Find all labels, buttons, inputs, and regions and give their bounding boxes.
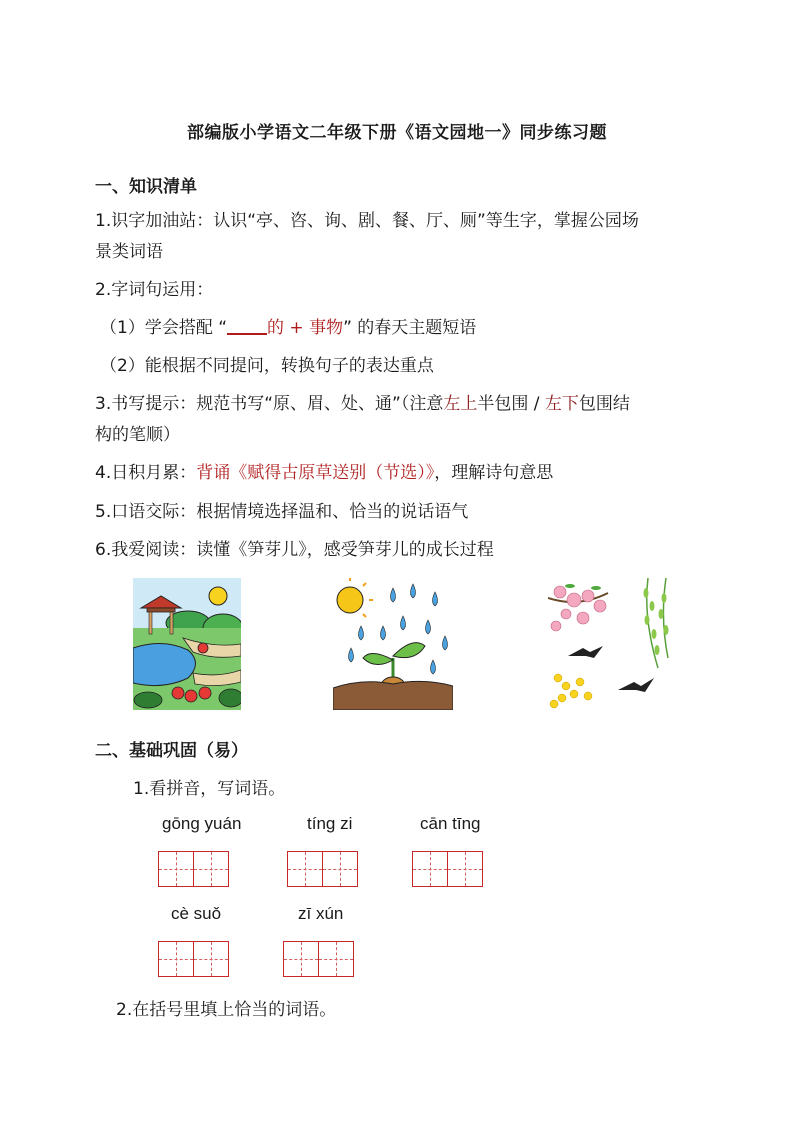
- pinyin-4: cè suǒ: [171, 904, 222, 923]
- item-2-sub-2: （2）能根据不同提问，转换句子的表达重点: [100, 356, 434, 376]
- pinyin-2: tíng zi: [307, 814, 353, 833]
- item-3-red-1: 左上: [443, 394, 478, 414]
- item-1-line-2: 景类词语: [95, 242, 163, 262]
- item-4: [95, 455, 705, 491]
- item-6: 6.我爱阅读：读懂《笋芽儿》，感受笋芽儿的成长过程: [95, 540, 494, 560]
- grid-cell[interactable]: [193, 851, 229, 887]
- item-4-suffix: ，理解诗句意思: [434, 463, 554, 483]
- sprout-rain-illustration: [333, 578, 453, 710]
- pinyin-5: zī xún: [298, 904, 344, 923]
- section-basics-heading: 二、基础巩固（易）: [95, 741, 248, 761]
- grid-cell[interactable]: [193, 941, 229, 977]
- grid-cell[interactable]: [412, 851, 448, 887]
- writing-grid-5[interactable]: [283, 941, 354, 977]
- grid-cell[interactable]: [158, 941, 194, 977]
- item-3-prefix: 3.书写提示：规范书写“原、眉、处、通”（注意: [95, 394, 444, 414]
- grid-cell[interactable]: [322, 851, 358, 887]
- item-4-prefix: 4.日积月累：: [95, 463, 197, 483]
- question-2: 2.在括号里填上恰当的词语。: [116, 1000, 337, 1020]
- writing-grid-1[interactable]: [158, 851, 229, 887]
- sub-1-prefix: （1）学会搭配 “: [100, 318, 228, 338]
- pinyin-1: gōng yuán: [162, 814, 242, 833]
- grid-cell[interactable]: [158, 851, 194, 887]
- item-3-red-2: 左下: [544, 394, 579, 414]
- writing-grid-2[interactable]: [287, 851, 358, 887]
- grid-cell[interactable]: [447, 851, 483, 887]
- section-knowledge-heading: 一、知识清单: [95, 177, 197, 197]
- item-3-suffix: 包围结: [578, 394, 630, 414]
- writing-grid-3[interactable]: [412, 851, 483, 887]
- spring-blossom-swallow-illustration: [548, 578, 673, 710]
- park-illustration: [133, 578, 241, 710]
- pinyin-3: cān tīng: [420, 814, 481, 833]
- item-5: 5.口语交际：根据情境选择温和、恰当的说话语气: [95, 502, 469, 522]
- item-2-sub-1: [100, 310, 710, 346]
- writing-grid-4[interactable]: [158, 941, 229, 977]
- page-title: 部编版小学语文二年级下册《语文园地一》同步练习题: [187, 123, 607, 143]
- blank-line: [227, 315, 267, 335]
- grid-cell[interactable]: [318, 941, 354, 977]
- item-4-red: 背诵《赋得古原草送别（节选）》: [196, 463, 435, 483]
- item-3-line-2: 构的笔顺）: [95, 425, 180, 445]
- grid-cell[interactable]: [287, 851, 323, 887]
- item-2: 2.字词句运用：: [95, 280, 214, 300]
- item-1-line-1: 1.识字加油站：认识“亭、咨、询、剧、餐、厅、厕”等生字，掌握公园场: [95, 211, 639, 231]
- sub-1-red-text: 的 + 事物: [267, 318, 344, 338]
- item-3-mid: 半包围 /: [477, 394, 545, 414]
- grid-cell[interactable]: [283, 941, 319, 977]
- question-1: 1.看拼音，写词语。: [133, 779, 286, 799]
- sub-1-suffix: ” 的春天主题短语: [343, 318, 477, 338]
